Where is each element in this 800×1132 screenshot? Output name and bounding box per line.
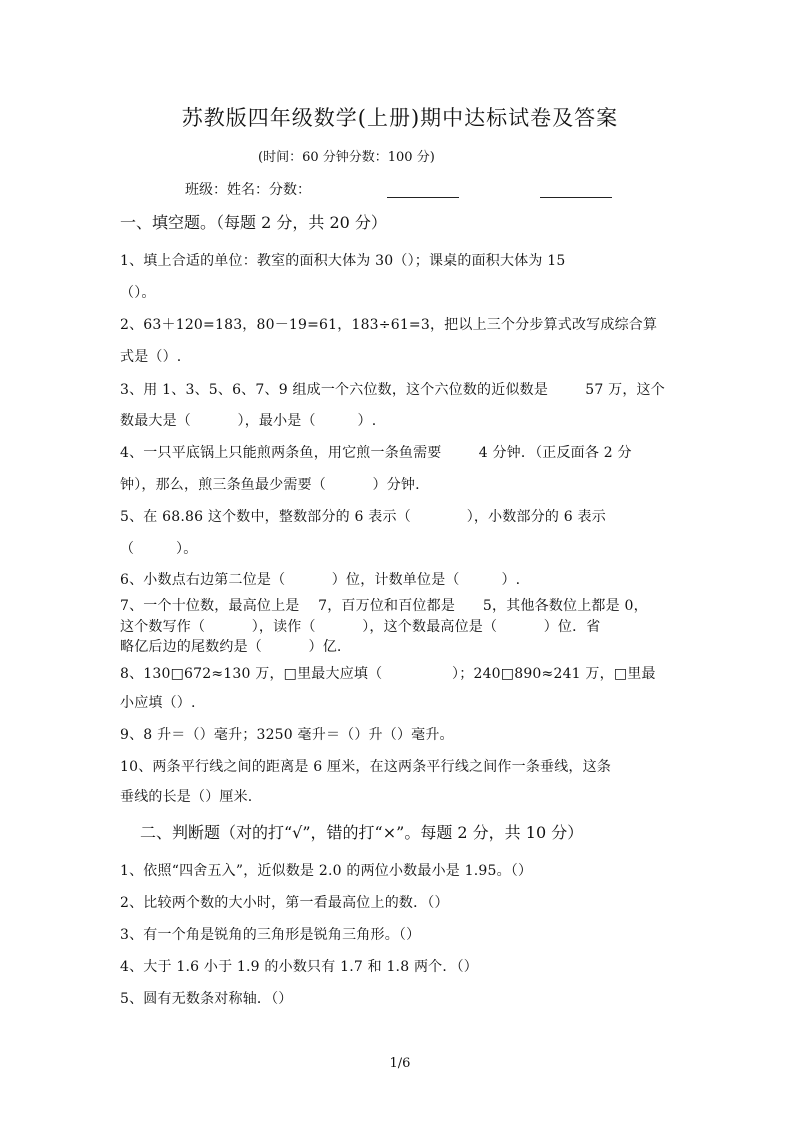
question-line: 4、大于 1.6 小于 1.9 的小数只有 1.7 和 1.8 两个．（） <box>120 959 478 975</box>
document-title: 苏教版四年级数学(上册)期中达标试卷及答案 <box>181 106 619 130</box>
question-line: 5、圆有无数条对称轴．（） <box>120 991 293 1007</box>
question-line: 5、在 68.86 这个数中，整数部分的 6 表示（ ），小数部分的 6 表示 <box>120 509 606 525</box>
question-line: 8、130□672≈130 万，□里最大应填（ ）；240□890≈241 万，□里最 <box>120 666 656 682</box>
question-line: （）。 <box>120 285 156 301</box>
question-line: 4、一只平底锅上只能煎两条鱼，用它煎一条鱼需要 4 分钟．（正反面各 2 分 <box>120 445 632 461</box>
question-line: 数最大是（ ），最小是（ ）. <box>120 413 377 429</box>
question-line: 1、填上合适的单位：教室的面积大体为 30（）；课桌的面积大体为 15 <box>120 253 566 269</box>
question-line: 6、小数点右边第二位是（ ）位，计数单位是（ ）. <box>120 572 521 588</box>
question-line: 9、8 升＝（）毫升；3250 毫升＝（）升（）毫升。 <box>120 727 454 743</box>
question-line: 垂线的长是（）厘米. <box>120 789 253 805</box>
question-line: 7、一个十位数，最高位上是 7，百万位和百位都是 5，其他各数位上都是 0， <box>120 598 648 614</box>
question-line: （ ）。 <box>120 541 198 557</box>
section-1-heading: 一、填空题。（每题 2 分，共 20 分） <box>120 213 387 232</box>
exam-subtitle: (时间：60 分钟分数：100 分) <box>258 150 435 165</box>
question-line: 2、63＋120=183，80－19=61，183÷61=3，把以上三个分步算式改写成综合算 <box>120 317 658 333</box>
question-line: 10、两条平行线之间的距离是 6 厘米，在这两条平行线之间作一条垂线，这条 <box>120 759 612 775</box>
question-line: 3、用 1、3、5、6、7、9 组成一个六位数，这个六位数的近似数是 57 万，这个 <box>120 382 665 398</box>
blank-underline-1 <box>387 197 459 198</box>
question-line: 1、依照“四舍五入”，近似数是 2.0 的两位小数最小是 1.95。（） <box>120 863 533 879</box>
section-2-heading: 二、判断题（对的打“√”，错的打“×”。每题 2 分，共 10 分） <box>140 823 584 842</box>
page-number: 1/6 <box>389 1056 411 1071</box>
question-line: 式是（）. <box>120 349 182 365</box>
question-line: 这个数写作（ ），读作（ ），这个数最高位是（ ）位．省 <box>120 619 601 635</box>
question-line: 2、比较两个数的大小时，第一看最高位上的数．（） <box>120 895 449 911</box>
question-line: 略亿后边的尾数约是（ ）亿. <box>120 639 342 655</box>
question-line: 小应填（）. <box>120 695 196 711</box>
student-info-line: 班级：姓名：分数： <box>185 182 311 198</box>
question-line: 3、有一个角是锐角的三角形是锐角三角形。（） <box>120 927 421 943</box>
blank-underline-2 <box>540 197 612 198</box>
question-line: 钟），那么，煎三条鱼最少需要（ ）分钟. <box>120 477 420 493</box>
